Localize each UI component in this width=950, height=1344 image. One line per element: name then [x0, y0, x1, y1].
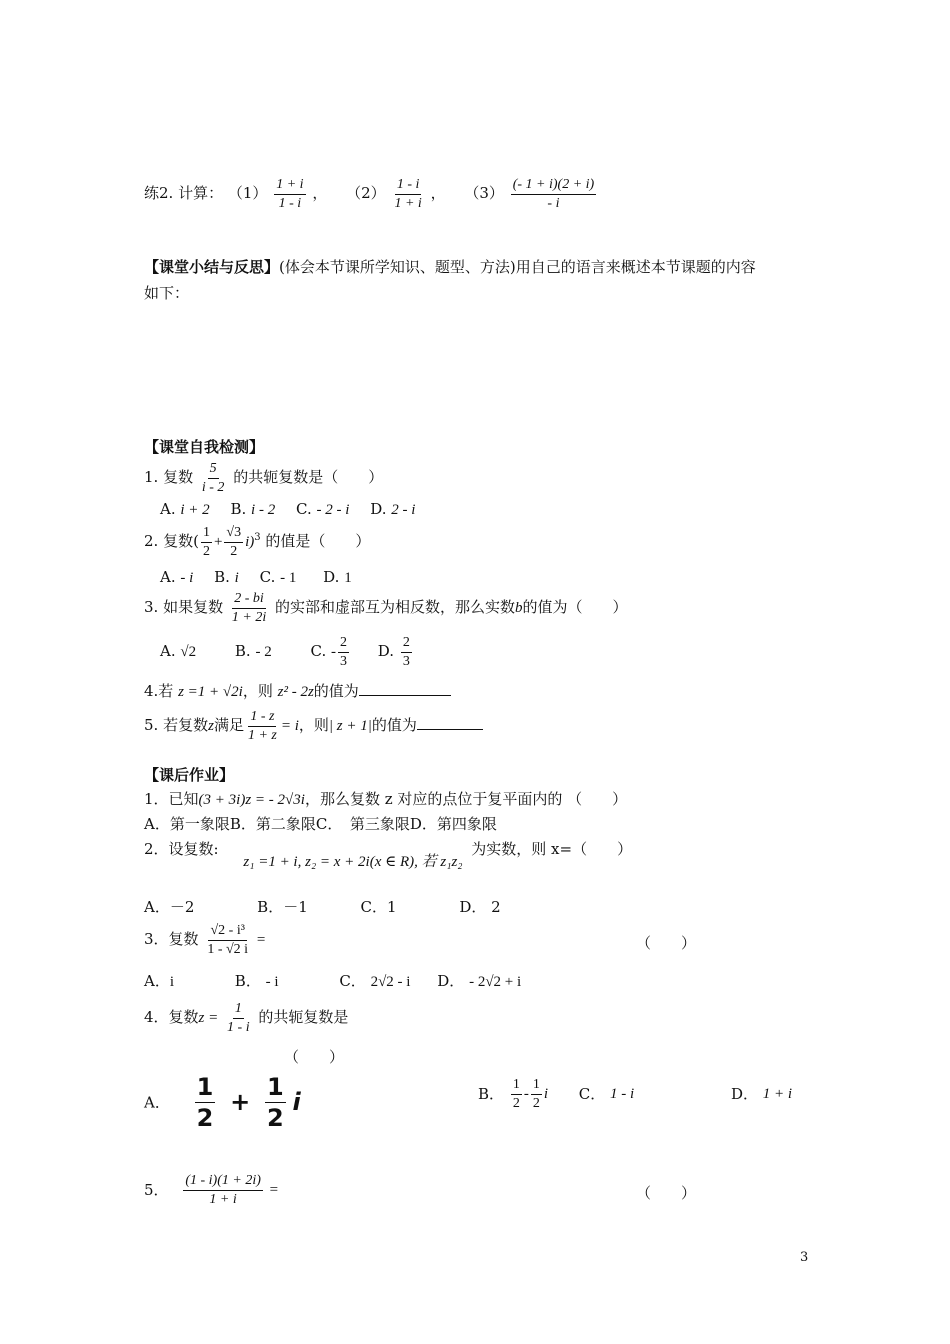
fraction: $\frac{1}{1 - i}$	[227, 1001, 250, 1035]
fraction: $\frac{1 - i}{1 + i}$	[394, 177, 422, 211]
homework-q3-paren: （ ）	[636, 934, 697, 952]
homework-q1: 1．已知(3 + 3i)z = - 2√3i，那么复数 z 对应的点位于复平面内的 （ ）	[144, 790, 628, 808]
homework-q5: 5． $\frac{(1 - i)(1 + 2i)}{1 + i}$ =	[144, 1173, 279, 1207]
fraction: $\frac{1}{2}$	[202, 525, 210, 559]
homework-q2: 2．设复数: z₁ =1 + i, z₂ = x + 2i(x ∈ R), 若 z₁z₂ 为实数，则 x=（ ）	[144, 840, 633, 870]
fraction: $\frac{2}{3}$	[340, 635, 348, 669]
selftest-q2-options: A. - i B. i C. - 1 D. 1	[160, 568, 352, 586]
selftest-q1: 1. 复数 $\frac{5}{i - 2}$ 的共轭复数是（ ）	[144, 461, 384, 495]
fraction: $\frac{1}{2}$	[267, 1073, 284, 1132]
summary-line-2: 如下：	[144, 284, 190, 302]
fraction: $\frac{1 + i}{1 - i}$	[276, 177, 304, 211]
page-number: 3	[800, 1250, 809, 1265]
fraction: $\frac{1 - z}{1 + z}$	[247, 709, 277, 743]
homework-q4-options-bcd: B． $\frac{1}{2}$ - $\frac{1}{2}$ i C． 1 - i D． 1 + i	[478, 1077, 793, 1111]
homework-q1-options: A．第一象限B．第二象限C． 第三象限D．第四象限	[144, 815, 497, 833]
selftest-q4: 4.若 z =1 + √2i，则 z² - 2z的值为	[144, 682, 451, 701]
homework-q4: 4．复数z = $\frac{1}{1 - i}$ 的共轭复数是	[144, 1001, 349, 1035]
selftest-q1-options: A. i + 2 B. i - 2 C. - 2 - i D. 2 - i	[160, 500, 416, 518]
practice-2: 练2. 计算： （1） $\frac{1 + i}{1 - i}$ ， （2） $\frac{1 - i}{1 + i}$ ， （3） $\frac{(- 1 + i)(2 + i)}{- i}$	[144, 177, 595, 211]
fraction: $\frac{(1 - i)(1 + 2i)}{1 + i}$	[185, 1173, 261, 1207]
homework-q2-options: A．－2 B．－1 C．1 D． 2	[144, 898, 501, 916]
fraction: $\frac{1}{2}$	[532, 1077, 540, 1111]
fraction: $\frac{\text{√2 - i³}}{1 - √2 i}$	[207, 923, 249, 957]
homework-q3-options: A．i B． - i C． 2√2 - i D． - 2√2 + i	[144, 972, 522, 990]
fraction: $\frac{5}{i - 2}$	[201, 461, 225, 495]
homework-q5-paren: （ ）	[636, 1184, 697, 1202]
selftest-q3: 3. 如果复数 $\frac{2 - bi}{1 + 2i}$ 的实部和虚部互为相反数，那么实数b的值为（ ）	[144, 591, 628, 625]
selftest-q2: 2. 复数( $\frac{1}{2}$ + $\frac{√3}{2}$ i)$^3$ 的值是（ ）	[144, 525, 371, 559]
fraction: $\frac{2}{3}$	[402, 635, 410, 669]
answer-blank[interactable]	[417, 729, 483, 730]
fraction: $\frac{2 - bi}{1 + 2i}$	[231, 591, 267, 625]
homework-q4-option-a: A． $\frac{1}{2}$ + $\frac{1}{2}$ i	[144, 1073, 301, 1132]
homework-q4-paren: （ ）	[284, 1048, 345, 1066]
homework-title: 【课后作业】	[144, 766, 235, 784]
fraction: $\frac{1}{2}$	[512, 1077, 520, 1111]
fraction: $\frac{√3}{2}$	[226, 525, 242, 559]
fraction: $\frac{(- 1 + i)(2 + i)}{- i}$	[512, 177, 595, 211]
selftest-title: 【课堂自我检测】	[144, 438, 265, 456]
homework-q3: 3．复数 $\frac{\text{√2 - i³}}{1 - √2 i}$ =	[144, 923, 266, 957]
fraction: $\frac{1}{2}$	[196, 1073, 214, 1132]
practice-2-label: 练2. 计算：	[144, 184, 224, 202]
summary-line-1: 【课堂小结与反思】(体会本节课所学知识、题型、方法)用自己的语言来概述本节课题的内容	[144, 258, 756, 276]
answer-blank[interactable]	[359, 695, 451, 696]
selftest-q3-options: A. √2 B. - 2 C. - $\frac{2}{3}$ D. $\frac{2}{3}$	[160, 635, 410, 669]
summary-title: 【课堂小结与反思】	[144, 258, 280, 276]
selftest-q5: 5. 若复数z满足 $\frac{1 - z}{1 + z}$ = i，则| z + 1|的值为	[144, 708, 483, 744]
